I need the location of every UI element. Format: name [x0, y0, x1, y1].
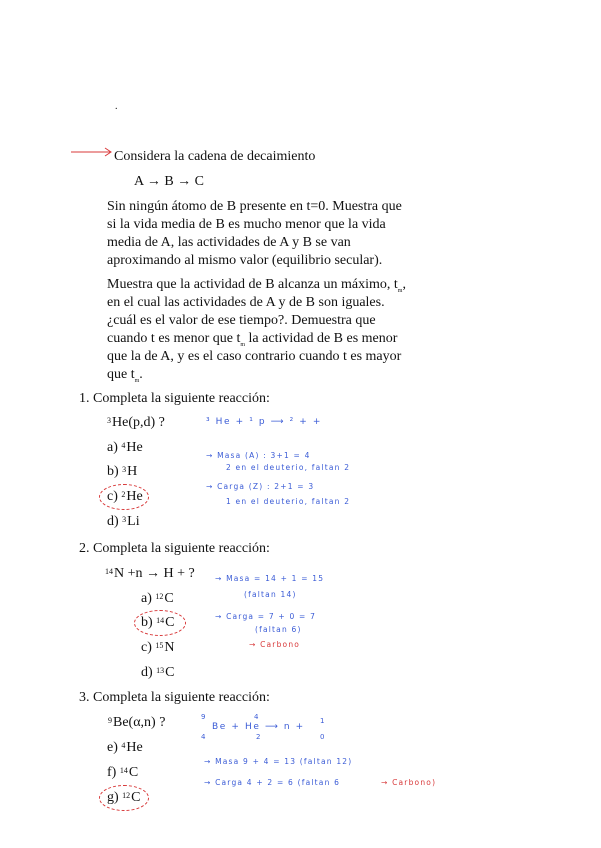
- q2-note-mass-2: (faltan 14): [244, 590, 297, 599]
- q3-option-g: g) $^{12}$C: [107, 790, 141, 805]
- decay-chain: A → B → C: [134, 174, 205, 189]
- q3-note-charge: → Carga 4 + 2 = 6 (faltan 6: [204, 778, 341, 787]
- intro-p1-line-3: media de A, las actividades de A y B se van: [107, 235, 351, 250]
- q3-note-sub-1: 4: [201, 733, 207, 741]
- q2-option-c: c) $^{15}$N: [141, 640, 175, 655]
- q2-note-carbon: → Carbono: [249, 640, 301, 649]
- q2-option-b: b) $^{14}$C: [141, 615, 175, 630]
- q1-title: 1. Completa la siguiente reacción:: [79, 391, 270, 406]
- q2-title: 2. Completa la siguiente reacción:: [79, 541, 270, 556]
- q3-note-sub-2: 2: [256, 733, 262, 741]
- intro-p2-line-5: que la de A, y es el caso contrario cuando t es mayor: [107, 349, 402, 364]
- q2-option-d: d) $^{13}$C: [141, 665, 175, 680]
- q1-option-d: d) $^3$Li: [107, 514, 140, 529]
- q1-note-mass-2: 2 en el deuterio, faltan 2: [226, 463, 351, 472]
- q2-option-a: a) $^{12}$C: [141, 591, 174, 606]
- q3-note-sub-3: 0: [320, 733, 326, 741]
- intro-p2-line-3: ¿cuál es el valor de ese tiempo?. Demuestra que: [107, 313, 376, 328]
- q2-reaction: $^{14}$N +n → H + ?: [105, 566, 195, 581]
- q3-note-equation: Be + He ⟶ n +: [212, 722, 305, 732]
- intro-p2-line-2: en el cual las actividades de A y de B son iguales.: [107, 295, 385, 310]
- q1-option-b: b) $^3$H: [107, 464, 138, 479]
- q3-answer-circle: [99, 785, 149, 811]
- q3-reaction: $^9$Be(α,n) ?: [108, 715, 166, 730]
- intro-p1-line-2: si la vida media de B es mucho menor que la vida: [107, 217, 386, 232]
- q1-option-a: a) $^4$He: [107, 440, 143, 455]
- q2-note-charge: → Carga = 7 + 0 = 7: [215, 612, 317, 621]
- red-arrow-icon: [70, 146, 114, 158]
- q1-option-c: c) $^2$He: [107, 489, 143, 504]
- q1-note-mass: → Masa (A) : 3+1 = 4: [206, 451, 311, 460]
- q3-option-e: e) $^4$He: [107, 740, 143, 755]
- intro-p2-line-4: cuando t es menor que $t_m$ la actividad de B es menor: [107, 331, 398, 348]
- q3-note-sup-2: 4: [254, 713, 260, 721]
- q1-reaction: $^3$He(p,d) ?: [107, 415, 165, 430]
- q3-note-mass: → Masa 9 + 4 = 13 (faltan 12): [204, 757, 353, 766]
- q3-title: 3. Completa la siguiente reacción:: [79, 690, 270, 705]
- intro-lead: Considera la cadena de decaimiento: [114, 149, 316, 164]
- q3-option-f: f) $^{14}$C: [107, 765, 139, 780]
- q1-answer-circle: [99, 484, 149, 510]
- q2-answer-circle: [134, 610, 186, 636]
- q3-note-carbon: → Carbono): [381, 778, 437, 787]
- intro-p1-line-4: aproximando al mismo valor (equilibrio secular).: [107, 253, 383, 268]
- stray-dot: .: [115, 101, 118, 112]
- q3-note-sup-3: 1: [320, 717, 326, 725]
- intro-p2-line-6: que $t_m$.: [107, 367, 143, 384]
- q1-note-charge: → Carga (Z) : 2+1 = 3: [206, 482, 315, 491]
- intro-p2-line-1: Muestra que la actividad de B alcanza un máximo, $t_m$,: [107, 277, 406, 294]
- intro-p1-line-1: Sin ningún átomo de B presente en t=0. Muestra que: [107, 199, 402, 214]
- q3-note-sup-1: 9: [201, 713, 207, 721]
- q1-note-equation: ³ He + ¹ p ⟶ ² + +: [206, 417, 323, 427]
- q1-note-charge-2: 1 en el deuterio, faltan 2: [226, 497, 351, 506]
- q2-note-charge-2: (faltan 6): [255, 625, 302, 634]
- q2-note-mass: → Masa = 14 + 1 = 15: [215, 574, 325, 583]
